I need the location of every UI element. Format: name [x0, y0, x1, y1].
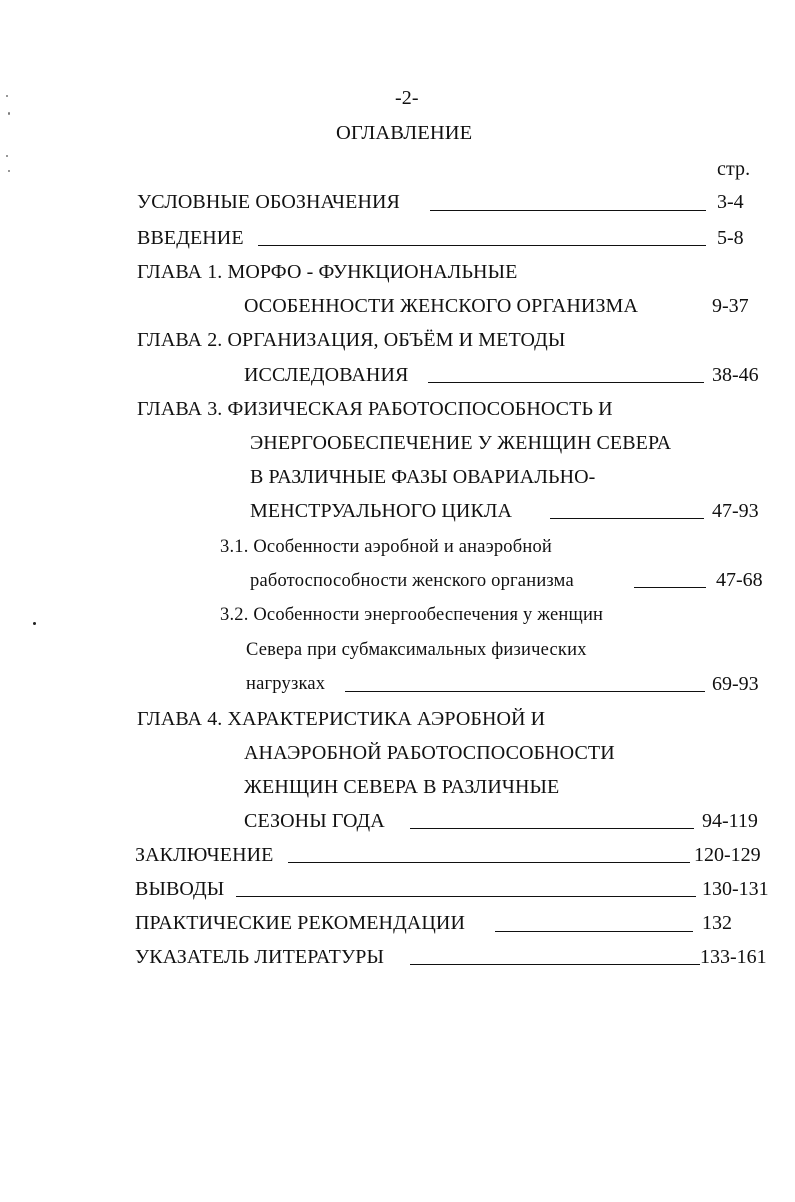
toc-entry-notation: УСЛОВНЫЕ ОБОЗНАЧЕНИЯ — [137, 191, 400, 213]
toc-entry-introduction: ВВЕДЕНИЕ — [137, 227, 244, 249]
toc-entry-chapter3-line3: В РАЗЛИЧНЫЕ ФАЗЫ ОВАРИАЛЬНО- — [250, 466, 596, 488]
scan-speck — [6, 155, 8, 157]
leader-line — [258, 245, 706, 246]
leader-line — [428, 382, 704, 383]
toc-pages-conclusion: 120-129 — [694, 844, 761, 866]
leader-line — [410, 964, 700, 965]
toc-entry-section31-line1: 3.1. Особенности аэробной и анаэробной — [220, 537, 553, 557]
toc-entry-chapter3-line4: МЕНСТРУАЛЬНОГО ЦИКЛА — [250, 500, 513, 522]
toc-entry-chapter3-line1: ГЛАВА 3. ФИЗИЧЕСКАЯ РАБОТОСПОСОБНОСТЬ И — [137, 398, 613, 420]
leader-line — [236, 896, 696, 897]
toc-entry-chapter2-line1: ГЛАВА 2. ОРГАНИЗАЦИЯ, ОБЪЁМ И МЕТОДЫ — [137, 329, 566, 351]
toc-pages-section32: 69-93 — [712, 673, 759, 695]
toc-entry-chapter1-line2: ОСОБЕННОСТИ ЖЕНСКОГО ОРГАНИЗМА — [244, 295, 638, 317]
leader-line — [288, 862, 690, 863]
toc-entry-conclusion: ЗАКЛЮЧЕНИЕ — [135, 844, 274, 866]
toc-entry-chapter4-line4: СЕЗОНЫ ГОДА — [244, 810, 385, 832]
toc-entry-chapter2-line2: ИССЛЕДОВАНИЯ — [244, 364, 409, 386]
toc-entry-recommendations: ПРАКТИЧЕСКИЕ РЕКОМЕНДАЦИИ — [135, 912, 465, 934]
leader-line — [634, 587, 706, 588]
toc-pages-chapter4: 94-119 — [702, 810, 758, 832]
scan-speck — [8, 112, 10, 115]
leader-line — [345, 691, 705, 692]
scan-speck — [33, 622, 36, 625]
toc-pages-section31: 47-68 — [716, 569, 763, 591]
leader-line — [430, 210, 706, 211]
toc-pages-findings: 130-131 — [702, 878, 769, 900]
toc-entry-chapter1-line1: ГЛАВА 1. МОРФО - ФУНКЦИОНАЛЬНЫЕ — [137, 261, 518, 283]
toc-entry-chapter3-line2: ЭНЕРГООБЕСПЕЧЕНИЕ У ЖЕНЩИН СЕВЕРА — [250, 432, 672, 454]
toc-entry-section32-line3: нагрузках — [246, 674, 326, 694]
leader-line — [410, 828, 694, 829]
toc-pages-recommendations: 132 — [702, 912, 732, 934]
toc-pages-chapter3: 47-93 — [712, 500, 759, 522]
toc-entry-findings: ВЫВОДЫ — [135, 878, 225, 900]
toc-entry-section31-line2: работоспособности женского организма — [250, 571, 574, 591]
toc-pages-references: 133-161 — [700, 946, 767, 968]
scan-speck — [8, 170, 10, 172]
toc-title: ОГЛАВЛЕНИЕ — [336, 122, 473, 144]
toc-pages-chapter2: 38-46 — [712, 364, 759, 386]
scan-speck — [6, 95, 8, 97]
toc-pages-notation: 3-4 — [717, 191, 744, 213]
toc-entry-chapter4-line3: ЖЕНЩИН СЕВЕРА В РАЗЛИЧНЫЕ — [244, 776, 560, 798]
page-number: -2- — [395, 87, 419, 109]
toc-pages-chapter1: 9-37 — [712, 295, 749, 317]
toc-entry-references: УКАЗАТЕЛЬ ЛИТЕРАТУРЫ — [135, 946, 385, 968]
toc-pages-introduction: 5-8 — [717, 227, 744, 249]
toc-entry-section32-line1: 3.2. Особенности энергообеспечения у женщин — [220, 605, 604, 625]
toc-entry-chapter4-line2: АНАЭРОБНОЙ РАБОТОСПОСОБНОСТИ — [244, 742, 615, 764]
leader-line — [495, 931, 693, 932]
page-column-label: стр. — [717, 158, 751, 180]
toc-entry-chapter4-line1: ГЛАВА 4. ХАРАКТЕРИСТИКА АЭРОБНОЙ И — [137, 708, 546, 730]
toc-entry-section32-line2: Севера при субмаксимальных физических — [246, 640, 587, 660]
leader-line — [550, 518, 704, 519]
